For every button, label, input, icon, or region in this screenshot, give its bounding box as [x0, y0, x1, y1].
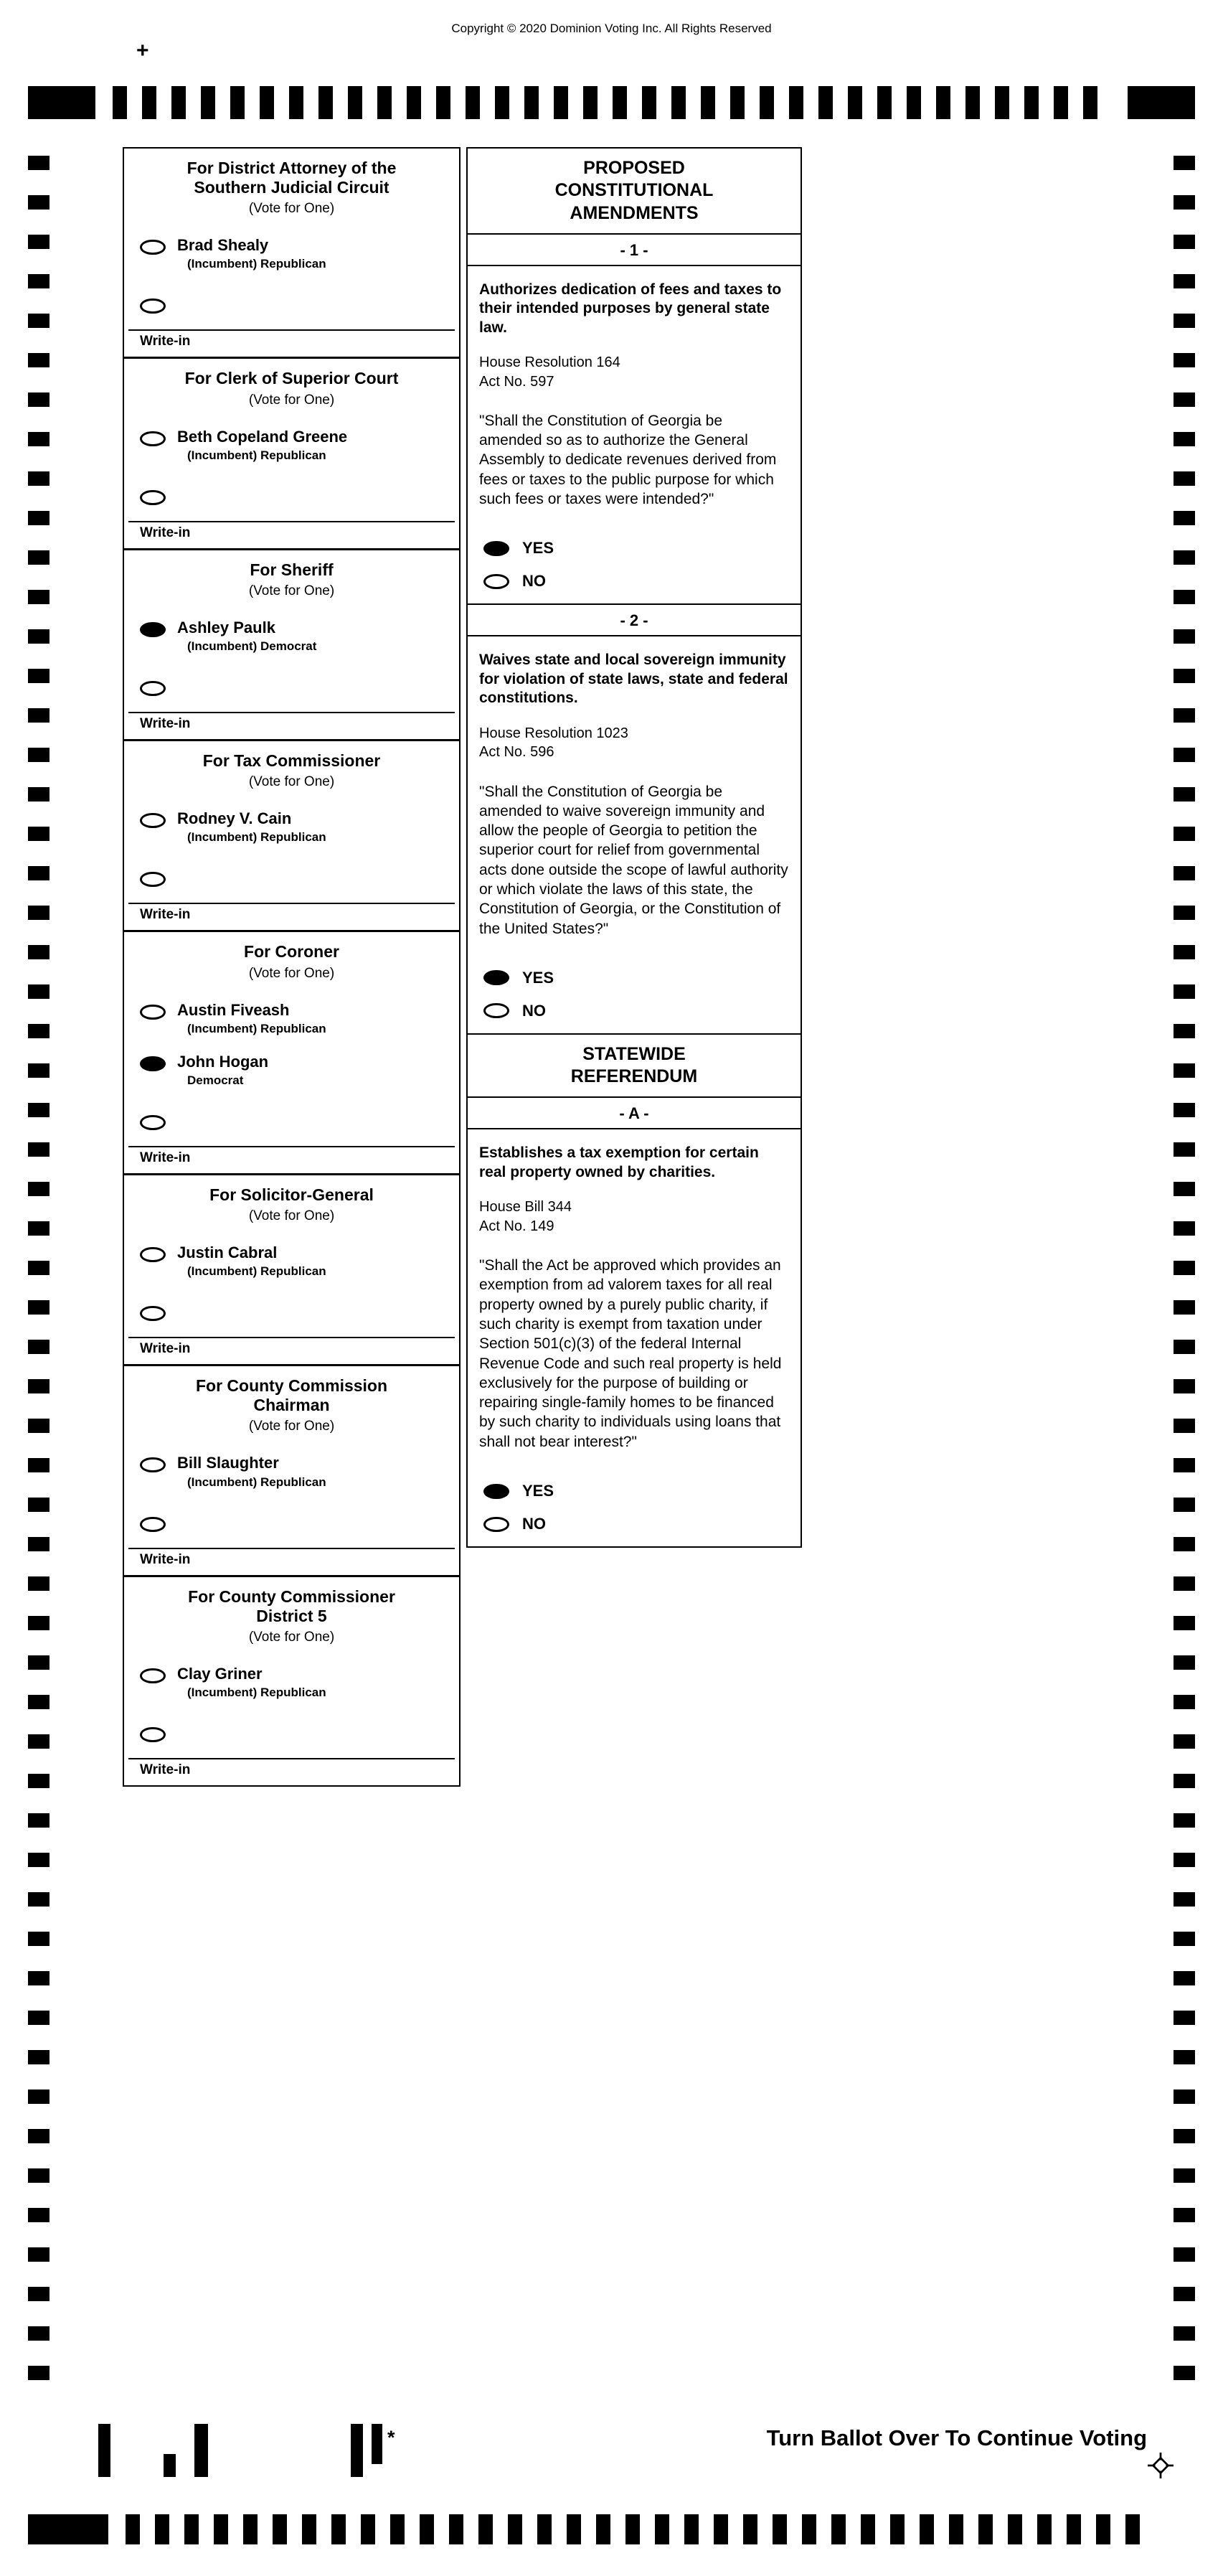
contest-solicitor-general — [124, 1175, 459, 1366]
measure-body — [468, 1129, 801, 1546]
contest-header — [124, 1577, 459, 1648]
ballot-oval[interactable] — [140, 622, 166, 637]
candidate-text — [177, 1454, 326, 1489]
measure-amendment-1 — [468, 235, 801, 606]
candidate-name: Beth Copeland Greene — [177, 427, 348, 446]
no-oval[interactable] — [483, 1517, 509, 1532]
write-in-oval[interactable] — [140, 872, 166, 887]
yes-row — [483, 539, 789, 558]
candidate-party: (Incumbent) Republican — [187, 448, 326, 462]
contest-header — [124, 1366, 459, 1437]
ballot-oval[interactable] — [140, 1056, 166, 1071]
measure-number: - A - — [468, 1098, 801, 1129]
candidate-party: (Incumbent) Republican — [187, 1475, 326, 1489]
yes-oval[interactable] — [483, 1484, 509, 1499]
write-in-line — [128, 712, 455, 713]
candidate-name: Bill Slaughter — [177, 1454, 279, 1472]
candidate-row — [140, 1454, 459, 1489]
vote-instruction: (Vote for One) — [248, 965, 335, 981]
yes-label: YES — [522, 968, 554, 987]
candidate-row — [140, 810, 459, 845]
candidate-row — [140, 619, 459, 654]
contest-title: For Solicitor-General — [209, 1185, 374, 1204]
timing-marks-left — [28, 156, 49, 2402]
yes-row — [483, 1482, 789, 1500]
contest-header — [124, 359, 459, 410]
timing-block-left — [28, 2514, 108, 2544]
write-in-row — [140, 296, 459, 314]
write-in-line — [128, 1337, 455, 1338]
measure-summary: Establishes a tax exemption for certain real property owned by charities. — [479, 1144, 759, 1180]
no-row — [483, 1515, 789, 1533]
write-in-line — [128, 329, 455, 331]
copyright-line: Copyright © 2020 Dominion Voting Inc. All Rights Reserved — [451, 22, 772, 35]
candidate-row — [140, 237, 459, 271]
contest-header — [124, 550, 459, 602]
write-in-oval[interactable] — [140, 1115, 166, 1130]
write-in-row — [140, 678, 459, 696]
measure-amendment-2 — [468, 605, 801, 1035]
asterisk-mark: * — [387, 2427, 395, 2448]
write-in-row — [140, 1724, 459, 1742]
candidate-party: (Incumbent) Republican — [187, 1021, 326, 1035]
contest-district-attorney — [124, 149, 459, 359]
timing-bars-bottom — [126, 2514, 1147, 2544]
timing-marks-bottom — [28, 2514, 1147, 2544]
measure-question: "Shall the Act be approved which provides an exemption from ad valorem taxes for all real property owned by a purely public charity, if such charity is exempt from taxation under Section 501(c)(3) of the federal Internal Revenue Code and such real property is held exclusively for the purpose of building or repairing single-family homes to be financed by such charity to individuals using loans that shall not bear interest?" — [479, 1257, 782, 1450]
ballot-oval[interactable] — [140, 813, 166, 828]
contest-coroner — [124, 932, 459, 1175]
measure-referendum-a — [468, 1098, 801, 1546]
candidate-text — [177, 810, 326, 845]
statewide-referendum-header-text: STATEWIDE REFERENDUM — [570, 1043, 698, 1087]
vote-instruction: (Vote for One) — [248, 583, 335, 598]
vote-instruction: (Vote for One) — [248, 201, 335, 217]
candidate-party: (Incumbent) Republican — [187, 257, 326, 271]
write-in-oval[interactable] — [140, 1727, 166, 1742]
contest-title: For County Commissioner District 5 — [188, 1587, 395, 1625]
candidate-row — [140, 1244, 459, 1279]
measure-question: "Shall the Constitution of Georgia be amended to waive sovereign immunity and allow the people of Georgia to petition the superior court for relief from governmental acts done outside the scope of lawful authority or which violate the laws of this state, the Constitution of Georgia, or the Constitution of the United States?" — [479, 783, 788, 937]
contest-clerk-superior-court — [124, 359, 459, 550]
measures-column — [466, 147, 802, 1548]
orientation-bar — [194, 2424, 208, 2477]
write-in-row — [140, 1514, 459, 1532]
contest-county-commission-chairman — [124, 1366, 459, 1576]
vote-instruction: (Vote for One) — [248, 392, 335, 408]
write-in-label: Write-in — [140, 716, 191, 732]
write-in-label: Write-in — [140, 334, 191, 349]
write-in-oval[interactable] — [140, 1517, 166, 1532]
write-in-label: Write-in — [140, 1551, 191, 1567]
timing-block-left — [28, 86, 95, 119]
turn-ballot-over-text: Turn Ballot Over To Continue Voting — [766, 2425, 1147, 2450]
contest-tax-commissioner — [124, 741, 459, 932]
write-in-line — [128, 521, 455, 522]
write-in-row — [140, 1112, 459, 1130]
write-in-line — [128, 1146, 455, 1147]
amendments-header-text: PROPOSED CONSTITUTIONAL AMENDMENTS — [554, 158, 714, 223]
write-in-label: Write-in — [140, 525, 191, 540]
candidate-party: (Incumbent) Republican — [187, 1686, 326, 1700]
measure-source — [479, 724, 789, 762]
candidate-name: Ashley Paulk — [177, 618, 275, 636]
no-label: NO — [522, 1001, 546, 1020]
source-line-2: Act No. 596 — [479, 744, 554, 761]
vote-instruction: (Vote for One) — [248, 1419, 335, 1434]
ballot-oval[interactable] — [140, 240, 166, 255]
write-in-oval[interactable] — [140, 490, 166, 505]
contest-title: For Clerk of Superior Court — [184, 369, 399, 388]
contest-title: For Tax Commissioner — [202, 751, 381, 771]
contest-county-commissioner-district-5 — [124, 1577, 459, 1785]
contest-header — [124, 932, 459, 984]
contest-title: For District Attorney of the Southern Judicial Circuit — [186, 159, 397, 197]
candidate-row — [140, 1665, 459, 1700]
candidate-party: (Incumbent) Republican — [187, 830, 326, 845]
timing-bars-top — [113, 86, 1110, 119]
timing-marks-right — [1174, 156, 1195, 2402]
write-in-oval[interactable] — [140, 299, 166, 314]
measure-body — [468, 266, 801, 604]
no-row — [483, 572, 789, 591]
registration-crosshair-icon — [1148, 2453, 1174, 2478]
candidate-name: Brad Shealy — [177, 236, 269, 255]
vote-instruction: (Vote for One) — [248, 774, 335, 790]
source-line-2: Act No. 597 — [479, 373, 554, 390]
contest-header — [124, 149, 459, 220]
orientation-bar — [98, 2424, 110, 2477]
candidate-text — [177, 1002, 326, 1036]
write-in-label: Write-in — [140, 1341, 191, 1357]
candidate-text — [177, 619, 316, 654]
yes-oval[interactable] — [483, 541, 509, 556]
measure-number: - 1 - — [468, 235, 801, 266]
no-row — [483, 1002, 789, 1020]
no-label: NO — [522, 1515, 546, 1533]
ballot-oval[interactable] — [140, 431, 166, 446]
vote-instruction: (Vote for One) — [248, 1208, 335, 1223]
measure-summary: Authorizes dedication of fees and taxes to their intended purposes by general state law. — [479, 281, 782, 336]
write-in-label: Write-in — [140, 1762, 191, 1778]
no-oval[interactable] — [483, 574, 509, 589]
contest-title: For Coroner — [244, 942, 339, 962]
candidate-name: Rodney V. Cain — [177, 809, 292, 828]
candidate-row — [140, 428, 459, 463]
candidate-text — [177, 428, 347, 463]
candidate-text — [177, 1244, 326, 1279]
write-in-oval[interactable] — [140, 1306, 166, 1321]
ballot-oval[interactable] — [140, 1668, 166, 1683]
candidate-party: Democrat — [187, 1073, 244, 1087]
contest-title: For Sheriff — [250, 560, 334, 579]
candidate-party: (Incumbent) Republican — [187, 1264, 326, 1279]
write-in-row — [140, 869, 459, 887]
candidate-text — [177, 1665, 326, 1700]
yes-label: YES — [522, 539, 554, 558]
source-line-2: Act No. 149 — [479, 1218, 554, 1234]
candidate-text — [177, 237, 326, 271]
measure-source — [479, 353, 789, 391]
ballot-oval[interactable] — [140, 1247, 166, 1262]
source-line-1: House Resolution 164 — [479, 354, 620, 371]
timing-block-right — [1128, 86, 1195, 119]
contest-title: For County Commission Chairman — [195, 1376, 388, 1415]
write-in-line — [128, 1548, 455, 1549]
no-oval[interactable] — [483, 1003, 509, 1018]
contest-header — [124, 741, 459, 793]
ballot-oval[interactable] — [140, 1005, 166, 1020]
write-in-line — [128, 903, 455, 904]
yes-label: YES — [522, 1482, 554, 1500]
amendments-header — [468, 149, 801, 235]
candidate-name: Justin Cabral — [177, 1244, 278, 1261]
candidate-row — [140, 1053, 459, 1088]
source-line-1: House Resolution 1023 — [479, 725, 628, 741]
measure-question: "Shall the Constitution of Georgia be amended so as to authorize the General Assembly to dedicate revenues derived from fees or taxes to the public purpose for which such fees or taxes were intended?" — [479, 412, 777, 508]
registration-plus-mark: + — [136, 39, 149, 62]
candidate-name: Clay Griner — [177, 1664, 263, 1683]
write-in-label: Write-in — [140, 907, 191, 923]
write-in-row — [140, 1303, 459, 1321]
orientation-bar — [164, 2454, 176, 2477]
orientation-bar — [351, 2424, 363, 2477]
measure-number: - 2 - — [468, 605, 801, 636]
measure-body — [468, 636, 801, 1033]
measure-source — [479, 1198, 789, 1236]
vote-instruction: (Vote for One) — [248, 1629, 335, 1645]
measure-summary: Waives state and local sovereign immunity for violation of state laws, state and federal constitutions. — [479, 652, 788, 707]
contest-header — [124, 1175, 459, 1227]
candidate-row — [140, 1002, 459, 1036]
statewide-referendum-header — [468, 1035, 801, 1099]
timing-marks-top — [28, 86, 1195, 119]
no-label: NO — [522, 572, 546, 591]
yes-row — [483, 969, 789, 987]
contest-column — [123, 147, 461, 1787]
write-in-oval[interactable] — [140, 681, 166, 696]
source-line-1: House Bill 344 — [479, 1199, 572, 1216]
candidate-name: John Hogan — [177, 1052, 269, 1071]
yes-oval[interactable] — [483, 970, 509, 985]
candidate-name: Austin Fiveash — [177, 1000, 290, 1019]
write-in-label: Write-in — [140, 1150, 191, 1165]
candidate-text — [177, 1053, 268, 1088]
orientation-bar — [372, 2424, 382, 2464]
ballot-oval[interactable] — [140, 1457, 166, 1472]
contest-sheriff — [124, 550, 459, 741]
write-in-row — [140, 487, 459, 505]
write-in-line — [128, 1758, 455, 1759]
candidate-party: (Incumbent) Democrat — [187, 639, 317, 654]
